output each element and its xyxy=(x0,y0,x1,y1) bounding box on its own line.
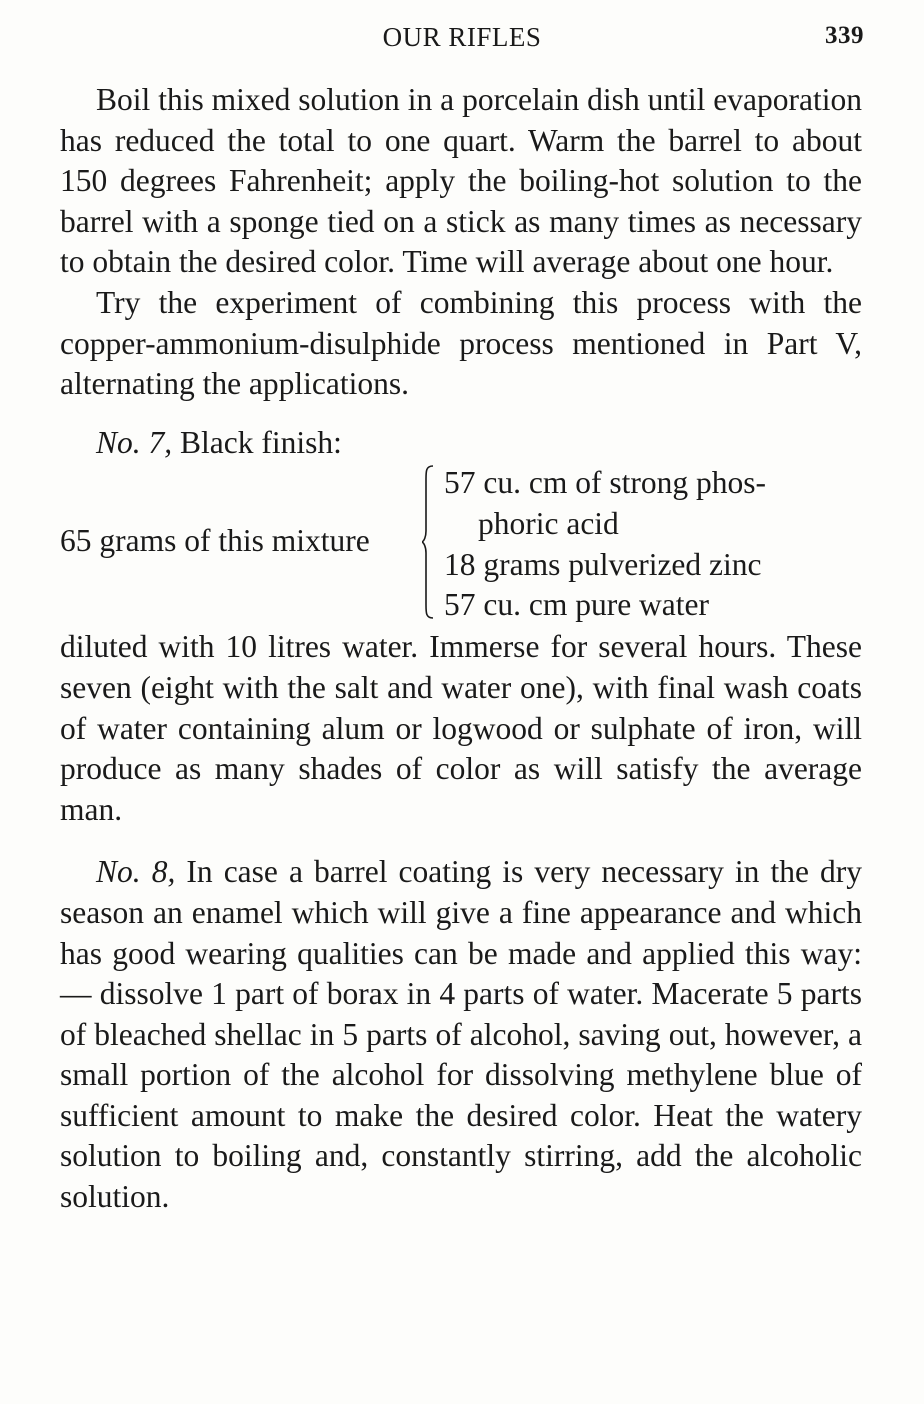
recipe-no7-label: No. 7, xyxy=(96,424,173,460)
page-number: 339 xyxy=(825,22,864,49)
recipe-no7-title: Black finish: xyxy=(172,424,342,460)
formula-item: 57 cu. cm pure water xyxy=(444,587,710,623)
paragraph-diluted: diluted with 10 litres water. Immerse for several hours. These seven (eight with the salt and water one), with final wash coats of water containing alum or logwood or sulphate of iron, will produce as many shades of color as will satisfy the average man. xyxy=(60,629,862,827)
recipe-no8-label: No. 8, xyxy=(96,854,176,890)
formula-item: phoric acid xyxy=(478,505,619,541)
paragraph-boil-solution: Boil this mixed solution in a porcelain dish until evaporation has reduced the total to one quart. Warm the barrel to about 150 degrees Fahrenheit; apply the boiling-hot solution to the barrel with a sponge tied on a stick as many times as necessary to obtain the desired color. Time will average about one hour. xyxy=(60,82,862,280)
formula-lead: 65 grams of this mixture xyxy=(60,523,370,559)
formula-brace xyxy=(422,465,434,619)
page-body xyxy=(60,80,862,1218)
running-title: OUR RIFLES xyxy=(382,22,542,52)
recipe-no7-formula xyxy=(60,463,862,627)
formula-item: 18 grams pulverized zinc xyxy=(444,546,762,582)
recipe-no8-text: In case a barrel coating is very necessary in the dry season an enamel which will give a fine appearance and which has good wearing qualities can be made and applied this way: — dissolve 1 part of borax in 4 parts of water. Macerate 5 parts of bleached shellac in 5 parts of alcohol, saving out, however, a small portion of the alcohol for dissolving methylene blue of sufficient amount to make the desired color. Heat the watery solution to boiling and, constantly stirring, add the alcoholic solution. xyxy=(60,854,862,1215)
recipe-no7-heading xyxy=(60,423,862,464)
paragraph-no8 xyxy=(60,852,862,1217)
running-header xyxy=(60,22,864,56)
formula-items xyxy=(444,463,862,625)
formula-item: 57 cu. cm of strong phos- xyxy=(444,465,766,501)
paragraph-try-experiment: Try the experiment of combining this process with the copper-ammonium-disulphide process mentioned in Part V, alternating the applications. xyxy=(60,284,862,402)
